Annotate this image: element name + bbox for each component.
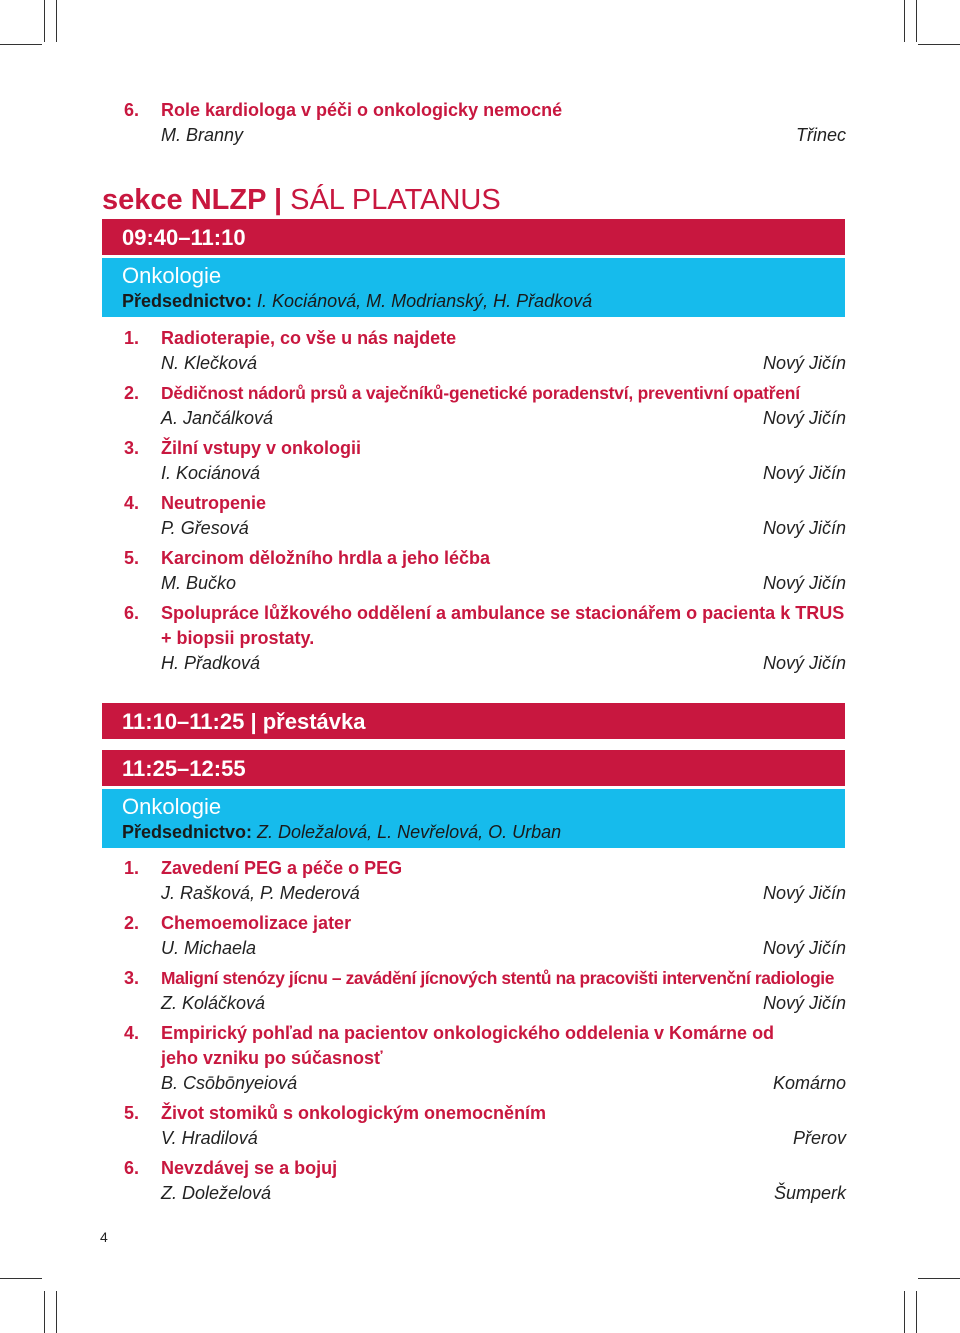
crop-mark (0, 44, 42, 45)
item-place: Nový Jičín (762, 938, 846, 958)
program-item (124, 601, 846, 676)
time-bar (102, 219, 845, 255)
item-title: Karcinom děložního hrdla a jeho léčba (161, 548, 491, 568)
chairs-names: I. Kociánová, M. Modrianský, H. Přadková (252, 291, 593, 311)
item-number: 1. (124, 328, 140, 348)
item-place: Třinec (795, 125, 846, 145)
crop-mark (916, 0, 917, 42)
item-meta (161, 461, 846, 486)
crop-mark (918, 1278, 960, 1279)
item-title: Chemoemolizace jater (161, 913, 352, 933)
item-author: A. Jančálková (161, 408, 274, 428)
section-title-room: SÁL PLATANUS (290, 184, 501, 216)
chairs-label: Předsednictvo: (122, 822, 253, 842)
item-author: V. Hradilová (161, 1128, 258, 1148)
chairs-names: Z. Doležalová, L. Nevřelová, O. Urban (252, 822, 562, 842)
program-item (124, 856, 846, 906)
time-range: 09:40–11:10 (122, 225, 246, 250)
item-place: Nový Jičín (762, 518, 846, 538)
item-author: M. Branny (161, 125, 244, 145)
item-author: Z. Doleželová (161, 1183, 272, 1203)
item-meta (161, 991, 846, 1016)
break-label: 11:10–11:25 | přestávka (122, 709, 366, 734)
crop-mark (0, 1278, 42, 1279)
item-meta (161, 516, 846, 541)
item-author: I. Kociánová (161, 463, 261, 483)
item-number: 6. (124, 1158, 140, 1178)
section-title (102, 182, 501, 218)
chairs (122, 290, 845, 312)
item-meta (161, 571, 846, 596)
item-meta (161, 123, 846, 148)
item-meta (161, 1071, 846, 1096)
item-number: 6. (124, 100, 140, 120)
item-meta (161, 651, 846, 676)
item-title: Život stomiků s onkologickým onemocněním (161, 1103, 547, 1123)
item-number: 2. (124, 913, 140, 933)
item-author: J. Rašková, P. Mederová (161, 883, 360, 903)
crop-mark (916, 1291, 917, 1333)
item-meta (161, 881, 846, 906)
topic-title: Onkologie (122, 794, 222, 819)
item-place: Nový Jičín (762, 883, 846, 903)
program-item (124, 966, 846, 1016)
item-place: Nový Jičín (762, 463, 846, 483)
item-title: Neutropenie (161, 493, 267, 513)
program-item (124, 381, 846, 431)
section-separator: | (265, 184, 291, 216)
chairs-label: Předsednictvo: (122, 291, 253, 311)
item-meta (161, 351, 846, 376)
item-title: Maligní stenózy jícnu – zavádění jícnových stentů na pracovišti intervenční radiologie (161, 968, 834, 988)
program-item (124, 98, 846, 148)
item-place: Nový Jičín (762, 653, 846, 673)
crop-mark (904, 1291, 905, 1333)
program-item (124, 326, 846, 376)
item-place: Nový Jičín (762, 993, 846, 1013)
page-number: 4 (100, 1229, 108, 1245)
item-author: P. Gřesová (161, 518, 249, 538)
item-title: Zavedení PEG a péče o PEG (161, 858, 403, 878)
break-bar (102, 703, 845, 739)
crop-mark (44, 1291, 45, 1333)
item-author: N. Klečková (161, 353, 258, 373)
item-place: Šumperk (773, 1183, 846, 1203)
program-item (124, 1021, 846, 1096)
item-author: B. Csōbōnyeiová (161, 1073, 298, 1093)
crop-mark (44, 0, 45, 42)
program-item (124, 491, 846, 541)
item-title: Empirický pohľad na pacientov onkologického oddelenia v Komárne od jeho vzniku po súčasnosť (161, 1023, 775, 1068)
topic-bar (102, 258, 845, 317)
item-meta (161, 1181, 846, 1206)
item-number: 5. (124, 1103, 140, 1123)
item-number: 1. (124, 858, 140, 878)
program-item (124, 546, 846, 596)
program-item (124, 436, 846, 486)
item-number: 3. (124, 438, 140, 458)
item-title: Spolupráce lůžkového oddělení a ambulance se stacionářem o pacienta k TRUS + biopsii prostaty. (161, 603, 845, 648)
program-item (124, 1156, 846, 1206)
crop-mark (904, 0, 905, 42)
topic-title: Onkologie (122, 263, 222, 288)
section-title-bold: sekce NLZP (102, 184, 266, 216)
time-bar (102, 750, 845, 786)
crop-mark (56, 0, 57, 42)
crop-mark (56, 1291, 57, 1333)
item-title: Radioterapie, co vše u nás najdete (161, 328, 457, 348)
item-place: Nový Jičín (762, 408, 846, 428)
item-author: Z. Koláčková (161, 993, 266, 1013)
program-item (124, 911, 846, 961)
item-author: M. Bučko (161, 573, 237, 593)
chairs (122, 821, 845, 843)
item-number: 3. (124, 968, 140, 988)
item-number: 2. (124, 383, 140, 403)
item-meta (161, 406, 846, 431)
item-place: Přerov (792, 1128, 846, 1148)
item-title: Žilní vstupy v onkologii (161, 438, 362, 458)
item-title: Dědičnost nádorů prsů a vaječníků-genetické poradenství, preventivní opatření (161, 383, 800, 403)
item-author: H. Přadková (161, 653, 261, 673)
crop-mark (918, 44, 960, 45)
item-title: Nevzdávej se a bojuj (161, 1158, 338, 1178)
item-place: Komárno (772, 1073, 846, 1093)
item-author: U. Michaela (161, 938, 257, 958)
item-number: 4. (124, 493, 140, 513)
item-meta (161, 1126, 846, 1151)
program-item (124, 1101, 846, 1151)
item-meta (161, 936, 846, 961)
item-number: 4. (124, 1023, 140, 1043)
time-range: 11:25–12:55 (122, 756, 246, 781)
item-number: 5. (124, 548, 140, 568)
topic-bar (102, 789, 845, 848)
item-title: Role kardiologa v péči o onkologicky nemocné (161, 100, 563, 120)
item-number: 6. (124, 603, 140, 623)
item-place: Nový Jičín (762, 573, 846, 593)
item-place: Nový Jičín (762, 353, 846, 373)
